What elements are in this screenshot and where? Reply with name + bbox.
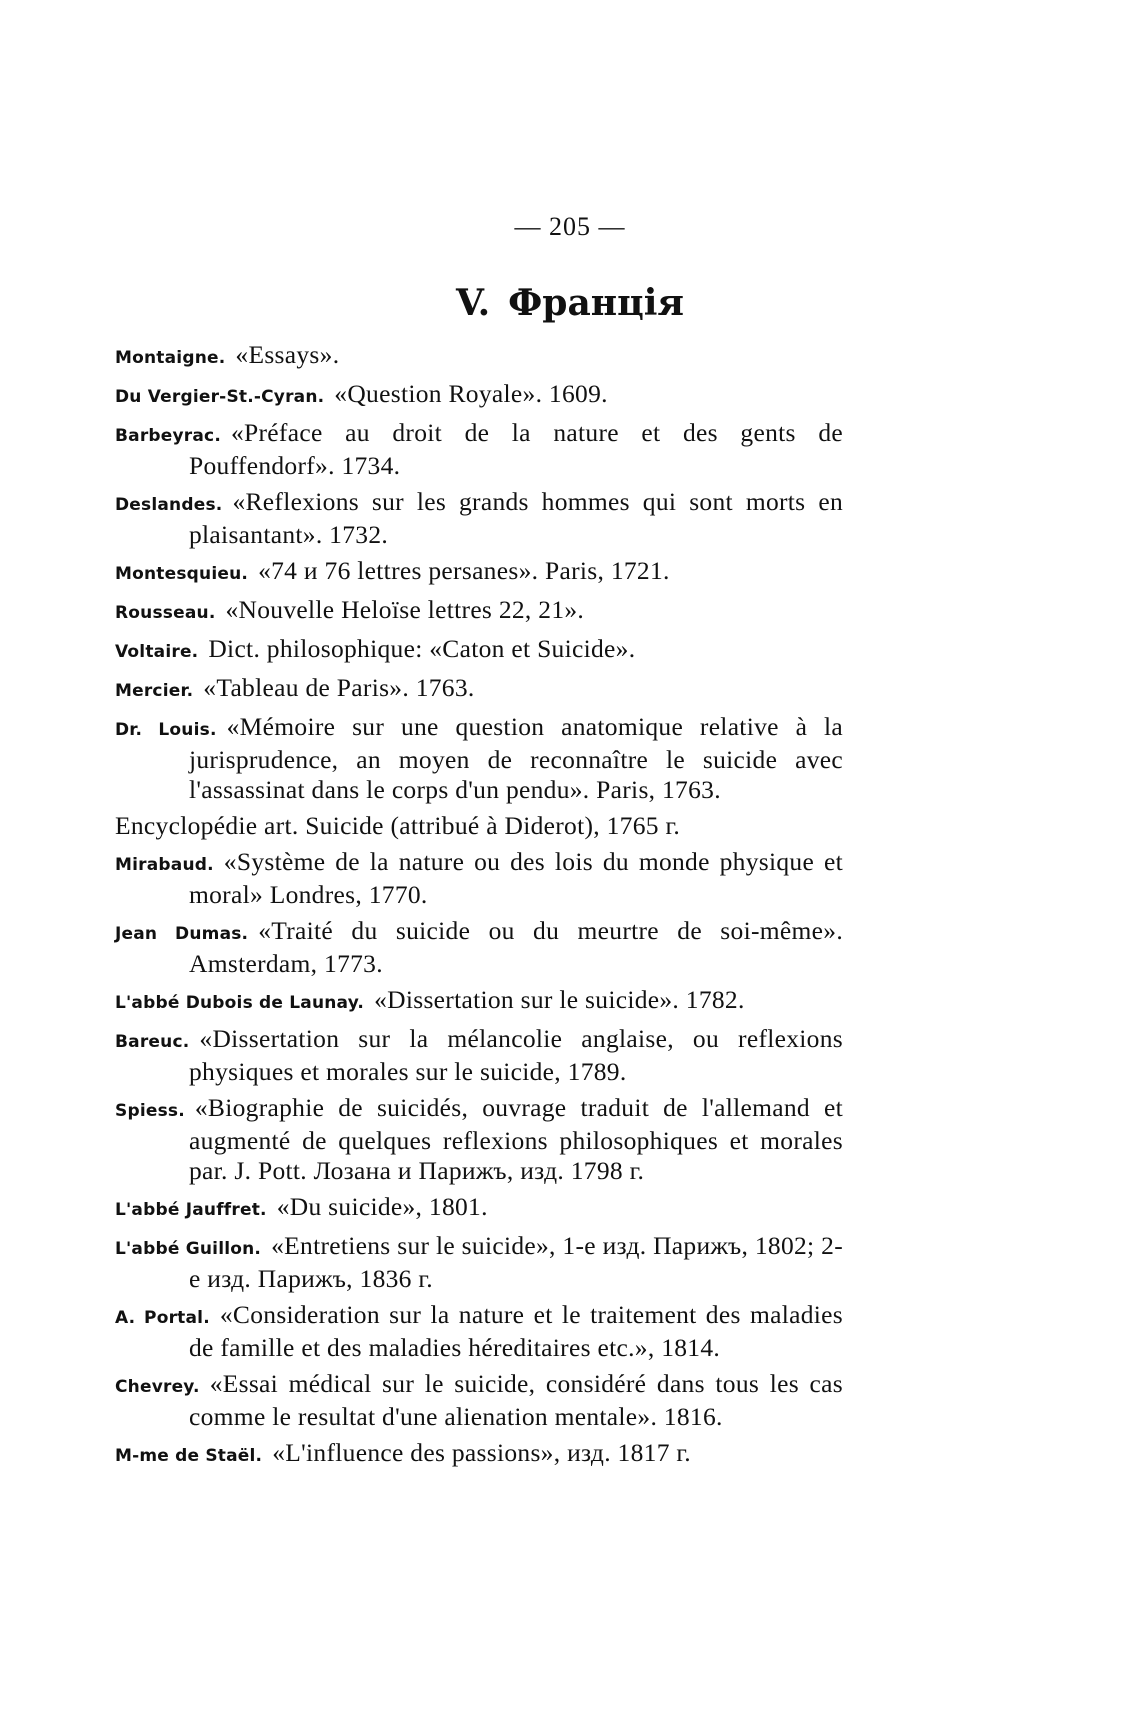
entry-author: Du Vergier-St.-Cyran. (115, 387, 325, 407)
bibliography-entry (115, 712, 843, 805)
entry-text: «Tableau de Paris». 1763. (203, 673, 475, 702)
entry-author: Montaigne. (115, 348, 226, 368)
entry-text: «Biographie de suicidés, ouvrage traduit de l'allemand et augmenté de quelques reflexions philosophiques et morales par. J. Pott. Лозана и Парижъ, изд. 1798 г. (189, 1093, 843, 1185)
entry-text: Encyclopédie art. Suicide (attribué à Diderot), 1765 г. (115, 811, 681, 840)
entry-author: Jean Dumas. (115, 924, 249, 944)
entry-author: A. Portal. (115, 1308, 210, 1328)
entry-text: «Essai médical sur le suicide, considéré dans tous les cas comme le resultat d'une alienation mentale». 1816. (189, 1369, 843, 1431)
bibliography-entry (115, 1231, 843, 1294)
entry-text: «Question Royale». 1609. (334, 379, 608, 408)
entry-author: Mercier. (115, 681, 194, 701)
bibliography-entry (115, 556, 843, 589)
entry-text: «Entretiens sur le suicide», 1-е изд. Парижъ, 1802; 2-е изд. Парижъ, 1836 г. (189, 1231, 843, 1293)
entry-author: L'abbé Guillon. (115, 1239, 262, 1259)
entry-author: L'abbé Jauffret. (115, 1200, 267, 1220)
bibliography-entry (115, 985, 843, 1018)
entry-author: Chevrey. (115, 1377, 200, 1397)
entry-text: Dict. philosophique: «Caton et Suicide». (208, 634, 636, 663)
entry-text: «Dissertation sur le suicide». 1782. (374, 985, 745, 1014)
entry-author: Deslandes. (115, 495, 223, 515)
bibliography-entry (115, 418, 843, 481)
entry-author: Bareuc. (115, 1032, 190, 1052)
entry-author: Rousseau. (115, 603, 216, 623)
entry-text: «Préface au droit de la nature et des gents de Pouffendorf». 1734. (189, 418, 843, 480)
entry-author: L'abbé Dubois de Launay. (115, 993, 365, 1013)
entry-text: «Nouvelle Heloïse lettres 22, 21». (225, 595, 585, 624)
section-numeral: V. (455, 282, 491, 324)
page-number: — 205 — (514, 212, 626, 241)
bibliography-entry (115, 1300, 843, 1363)
entry-text: «74 и 76 lettres persanes». Paris, 1721. (258, 556, 670, 585)
entry-text: «Mémoire sur une question anatomique relative à la jurisprudence, an moyen de reconnaître le suicide avec l'assassinat dans le corps d'un pendu». Paris, 1763. (189, 712, 844, 804)
bibliography-entry (115, 673, 843, 706)
entry-author: Voltaire. (115, 642, 199, 662)
bibliography-entry (115, 379, 843, 412)
entry-text: «Système de la nature ou des lois du monde physique et moral» Londres, 1770. (189, 847, 843, 909)
bibliography-list (115, 340, 843, 1477)
entry-author: Mirabaud. (115, 855, 214, 875)
bibliography-entry (115, 1369, 843, 1432)
entry-text: «Traité du suicide ou du meurtre de soi-même». Amsterdam, 1773. (189, 916, 843, 978)
entry-text: «Du suicide», 1801. (276, 1192, 488, 1221)
bibliography-entry (115, 1438, 843, 1471)
entry-text: «L'influence des passions», изд. 1817 г. (272, 1438, 691, 1467)
entry-text: «Dissertation sur la mélancolie anglaise, ou reflexions physiques et morales sur le suicide, 1789. (189, 1024, 843, 1086)
entry-author: Spiess. (115, 1101, 185, 1121)
bibliography-entry (115, 811, 843, 841)
entry-text: «Essays». (235, 340, 340, 369)
bibliography-entry (115, 1192, 843, 1225)
bibliography-entry (115, 487, 843, 550)
bibliography-entry (115, 634, 843, 667)
entry-author: Montesquieu. (115, 564, 249, 584)
section-heading (0, 282, 1140, 324)
entry-text: «Consideration sur la nature et le traitement des maladies de famille et des maladies héreditaires etc.», 1814. (189, 1300, 843, 1362)
section-title: Францiя (508, 282, 685, 324)
entry-text: «Reflexions sur les grands hommes qui sont morts en plaisantant». 1732. (189, 487, 843, 549)
entry-author: Dr. Louis. (115, 720, 217, 740)
entry-author: Barbeyrac. (115, 426, 221, 446)
bibliography-entry (115, 847, 843, 910)
bibliography-entry (115, 340, 843, 373)
bibliography-entry (115, 595, 843, 628)
entry-author: M-me de Staël. (115, 1446, 263, 1466)
bibliography-entry (115, 1093, 843, 1186)
bibliography-entry (115, 916, 843, 979)
bibliography-entry (115, 1024, 843, 1087)
